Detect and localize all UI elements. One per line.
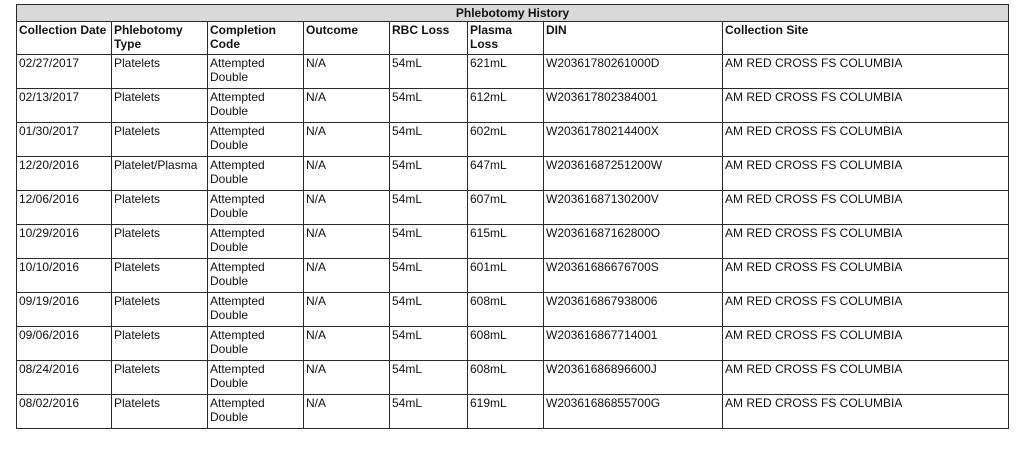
plasma-loss-cell: 612mL bbox=[468, 89, 544, 123]
outcome-cell: N/A bbox=[304, 55, 390, 89]
rbc-loss-cell: 54mL bbox=[390, 293, 468, 327]
phlebotomy-type-cell: Platelet/Plasma bbox=[112, 157, 208, 191]
rbc-loss-cell: 54mL bbox=[390, 89, 468, 123]
rbc-loss-cell: 54mL bbox=[390, 259, 468, 293]
table-row bbox=[17, 191, 1009, 225]
column-header-collection-site: Collection Site bbox=[723, 22, 1009, 55]
completion-code-cell: Attempted Double bbox=[208, 259, 304, 293]
phlebotomy-type-cell: Platelets bbox=[112, 89, 208, 123]
completion-code-cell: Attempted Double bbox=[208, 191, 304, 225]
collection-date-cell: 02/13/2017 bbox=[17, 89, 112, 123]
din-cell: W203617802384001 bbox=[544, 89, 723, 123]
table-row bbox=[17, 361, 1009, 395]
din-cell: W20361780261000D bbox=[544, 55, 723, 89]
outcome-cell: N/A bbox=[304, 395, 390, 429]
plasma-loss-cell: 621mL bbox=[468, 55, 544, 89]
plasma-loss-cell: 615mL bbox=[468, 225, 544, 259]
phlebotomy-type-cell: Platelets bbox=[112, 327, 208, 361]
completion-code-cell: Attempted Double bbox=[208, 361, 304, 395]
phlebotomy-type-cell: Platelets bbox=[112, 293, 208, 327]
plasma-loss-cell: 602mL bbox=[468, 123, 544, 157]
phlebotomy-type-cell: Platelets bbox=[112, 361, 208, 395]
completion-code-cell: Attempted Double bbox=[208, 225, 304, 259]
outcome-cell: N/A bbox=[304, 225, 390, 259]
collection-site-cell: AM RED CROSS FS COLUMBIA bbox=[723, 259, 1009, 293]
phlebotomy-type-cell: Platelets bbox=[112, 191, 208, 225]
completion-code-cell: Attempted Double bbox=[208, 157, 304, 191]
collection-date-cell: 08/02/2016 bbox=[17, 395, 112, 429]
phlebotomy-history-document bbox=[16, 4, 1008, 429]
collection-site-cell: AM RED CROSS FS COLUMBIA bbox=[723, 395, 1009, 429]
plasma-loss-cell: 647mL bbox=[468, 157, 544, 191]
collection-site-cell: AM RED CROSS FS COLUMBIA bbox=[723, 191, 1009, 225]
table-row bbox=[17, 157, 1009, 191]
completion-code-cell: Attempted Double bbox=[208, 293, 304, 327]
rbc-loss-cell: 54mL bbox=[390, 395, 468, 429]
header-row bbox=[17, 22, 1009, 55]
din-cell: W20361686896600J bbox=[544, 361, 723, 395]
din-cell: W203616867938006 bbox=[544, 293, 723, 327]
table-row bbox=[17, 225, 1009, 259]
plasma-loss-cell: 607mL bbox=[468, 191, 544, 225]
completion-code-cell: Attempted Double bbox=[208, 89, 304, 123]
collection-date-cell: 10/10/2016 bbox=[17, 259, 112, 293]
collection-site-cell: AM RED CROSS FS COLUMBIA bbox=[723, 157, 1009, 191]
rbc-loss-cell: 54mL bbox=[390, 191, 468, 225]
collection-site-cell: AM RED CROSS FS COLUMBIA bbox=[723, 225, 1009, 259]
column-header-rbc-loss: RBC Loss bbox=[390, 22, 468, 55]
collection-site-cell: AM RED CROSS FS COLUMBIA bbox=[723, 361, 1009, 395]
din-cell: W20361686855700G bbox=[544, 395, 723, 429]
collection-date-cell: 08/24/2016 bbox=[17, 361, 112, 395]
din-cell: W20361780214400X bbox=[544, 123, 723, 157]
table-body bbox=[17, 55, 1009, 429]
rbc-loss-cell: 54mL bbox=[390, 157, 468, 191]
column-header-outcome: Outcome bbox=[304, 22, 390, 55]
outcome-cell: N/A bbox=[304, 327, 390, 361]
din-cell: W203616867714001 bbox=[544, 327, 723, 361]
rbc-loss-cell: 54mL bbox=[390, 327, 468, 361]
table-row bbox=[17, 259, 1009, 293]
table-row bbox=[17, 123, 1009, 157]
completion-code-cell: Attempted Double bbox=[208, 395, 304, 429]
outcome-cell: N/A bbox=[304, 123, 390, 157]
rbc-loss-cell: 54mL bbox=[390, 361, 468, 395]
outcome-cell: N/A bbox=[304, 89, 390, 123]
din-cell: W20361686676700S bbox=[544, 259, 723, 293]
column-header-completion-code: Completion Code bbox=[208, 22, 304, 55]
table-title: Phlebotomy History bbox=[17, 5, 1009, 22]
table-row bbox=[17, 89, 1009, 123]
outcome-cell: N/A bbox=[304, 361, 390, 395]
outcome-cell: N/A bbox=[304, 157, 390, 191]
collection-date-cell: 09/06/2016 bbox=[17, 327, 112, 361]
phlebotomy-type-cell: Platelets bbox=[112, 123, 208, 157]
table-row bbox=[17, 55, 1009, 89]
plasma-loss-cell: 619mL bbox=[468, 395, 544, 429]
din-cell: W20361687130200V bbox=[544, 191, 723, 225]
outcome-cell: N/A bbox=[304, 191, 390, 225]
completion-code-cell: Attempted Double bbox=[208, 327, 304, 361]
plasma-loss-cell: 608mL bbox=[468, 293, 544, 327]
collection-date-cell: 01/30/2017 bbox=[17, 123, 112, 157]
phlebotomy-history-table bbox=[16, 4, 1009, 429]
column-header-collection-date: Collection Date bbox=[17, 22, 112, 55]
table-row bbox=[17, 327, 1009, 361]
collection-date-cell: 10/29/2016 bbox=[17, 225, 112, 259]
collection-site-cell: AM RED CROSS FS COLUMBIA bbox=[723, 327, 1009, 361]
din-cell: W20361687162800O bbox=[544, 225, 723, 259]
outcome-cell: N/A bbox=[304, 259, 390, 293]
collection-site-cell: AM RED CROSS FS COLUMBIA bbox=[723, 293, 1009, 327]
collection-date-cell: 12/06/2016 bbox=[17, 191, 112, 225]
collection-date-cell: 02/27/2017 bbox=[17, 55, 112, 89]
phlebotomy-type-cell: Platelets bbox=[112, 55, 208, 89]
rbc-loss-cell: 54mL bbox=[390, 123, 468, 157]
rbc-loss-cell: 54mL bbox=[390, 55, 468, 89]
collection-site-cell: AM RED CROSS FS COLUMBIA bbox=[723, 89, 1009, 123]
plasma-loss-cell: 601mL bbox=[468, 259, 544, 293]
collection-site-cell: AM RED CROSS FS COLUMBIA bbox=[723, 55, 1009, 89]
completion-code-cell: Attempted Double bbox=[208, 123, 304, 157]
din-cell: W20361687251200W bbox=[544, 157, 723, 191]
column-header-phlebotomy-type: Phlebotomy Type bbox=[112, 22, 208, 55]
collection-date-cell: 12/20/2016 bbox=[17, 157, 112, 191]
plasma-loss-cell: 608mL bbox=[468, 361, 544, 395]
collection-site-cell: AM RED CROSS FS COLUMBIA bbox=[723, 123, 1009, 157]
phlebotomy-type-cell: Platelets bbox=[112, 395, 208, 429]
column-header-plasma-loss: Plasma Loss bbox=[468, 22, 544, 55]
plasma-loss-cell: 608mL bbox=[468, 327, 544, 361]
table-row bbox=[17, 395, 1009, 429]
rbc-loss-cell: 54mL bbox=[390, 225, 468, 259]
table-row bbox=[17, 293, 1009, 327]
outcome-cell: N/A bbox=[304, 293, 390, 327]
phlebotomy-type-cell: Platelets bbox=[112, 259, 208, 293]
completion-code-cell: Attempted Double bbox=[208, 55, 304, 89]
title-row bbox=[17, 5, 1009, 22]
column-header-din: DIN bbox=[544, 22, 723, 55]
phlebotomy-type-cell: Platelets bbox=[112, 225, 208, 259]
collection-date-cell: 09/19/2016 bbox=[17, 293, 112, 327]
